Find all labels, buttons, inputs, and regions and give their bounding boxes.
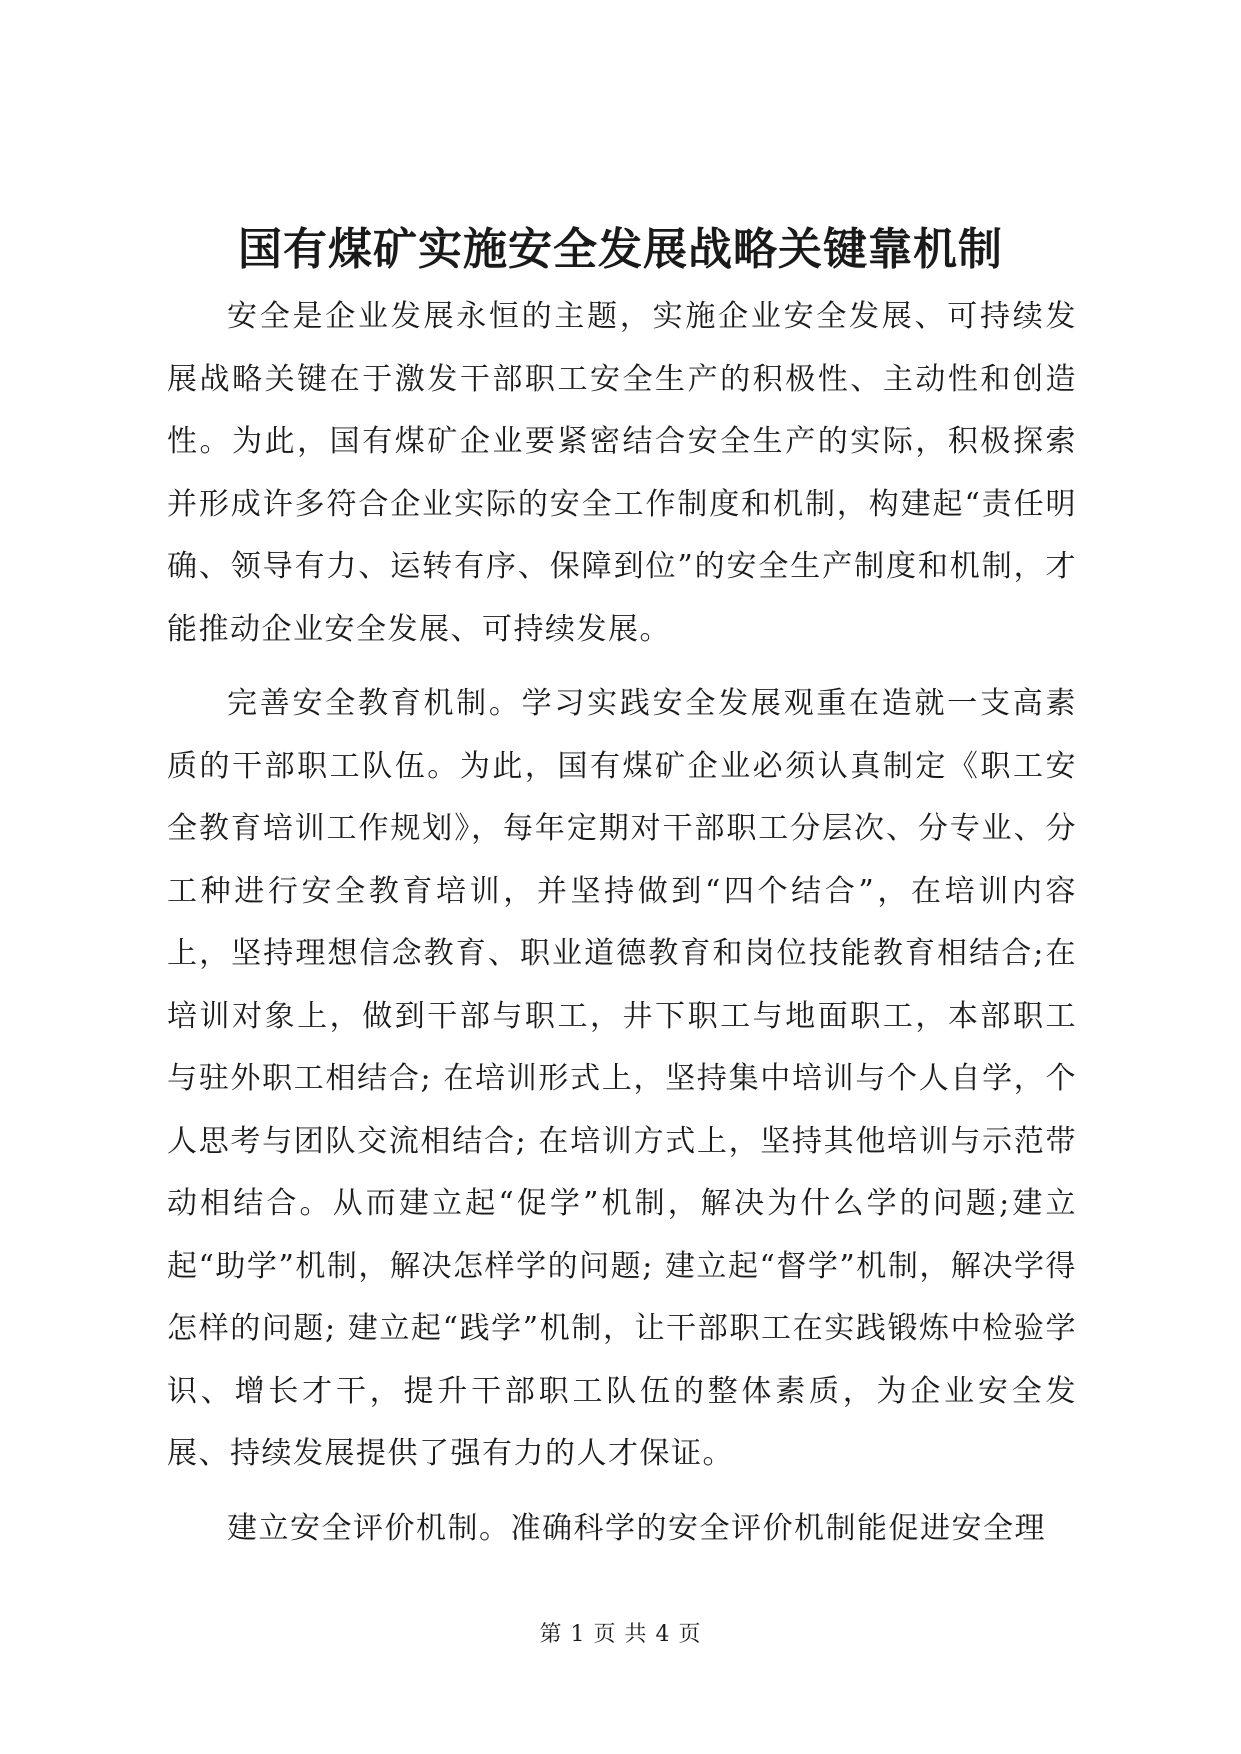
page-number-footer: 第 1 页 共 4 页 <box>539 1622 702 1647</box>
document-body <box>167 286 1077 1572</box>
paragraph-evaluation-mechanism: 建立安全评价机制。准确科学的安全评价机制能促进安全理 <box>227 1510 1046 1546</box>
paragraph-education-mechanism: 完善安全教育机制。学习实践安全发展观重在造就一支高素质的干部职工队伍。为此，国有煤矿企业必须认真制定《职工安全教育培训工作规划》，每年定期对干部职工分层次、分专业、分工种进行安全教育培训，并坚持做到“四个结合”，在培训内容上，坚持理想信念教育、职业道德教育和岗位技能教育相结合;在培训对象上，做到干部与职工，井下职工与地面职工，本部职工与驻外职工相结合; 在培训形式上，坚持集中培训与个人自学，个人思考与团队交流相结合; 在培训方式上，坚持其他培训与示范带动相结合。从而建立起“促学”机制，解决为什么学的问题;建立起“助学”机制，解决怎样学的问题; 建立起“督学”机制，解决学得怎样的问题; 建立起“践学”机制，让干部职工在实践锻炼中检验学识、增长才干，提升干部职工队伍的整体素质，为企业安全发展、持续发展提供了强有力的人才保证。 <box>167 686 1077 1471</box>
paragraph-intro: 安全是企业发展永恒的主题，实施企业安全发展、可持续发展战略关键在于激发干部职工安全生产的积极性、主动性和创造性。为此，国有煤矿企业要紧密结合安全生产的实际，积极探索并形成许多符合企业实际的安全工作制度和机制，构建起“责任明确、领导有力、运转有序、保障到位”的安全生产制度和机制，才能推动企业安全发展、可持续发展。 <box>167 299 1077 647</box>
document-title: 国有煤矿实施安全发展战略关键靠机制 <box>238 224 1003 275</box>
